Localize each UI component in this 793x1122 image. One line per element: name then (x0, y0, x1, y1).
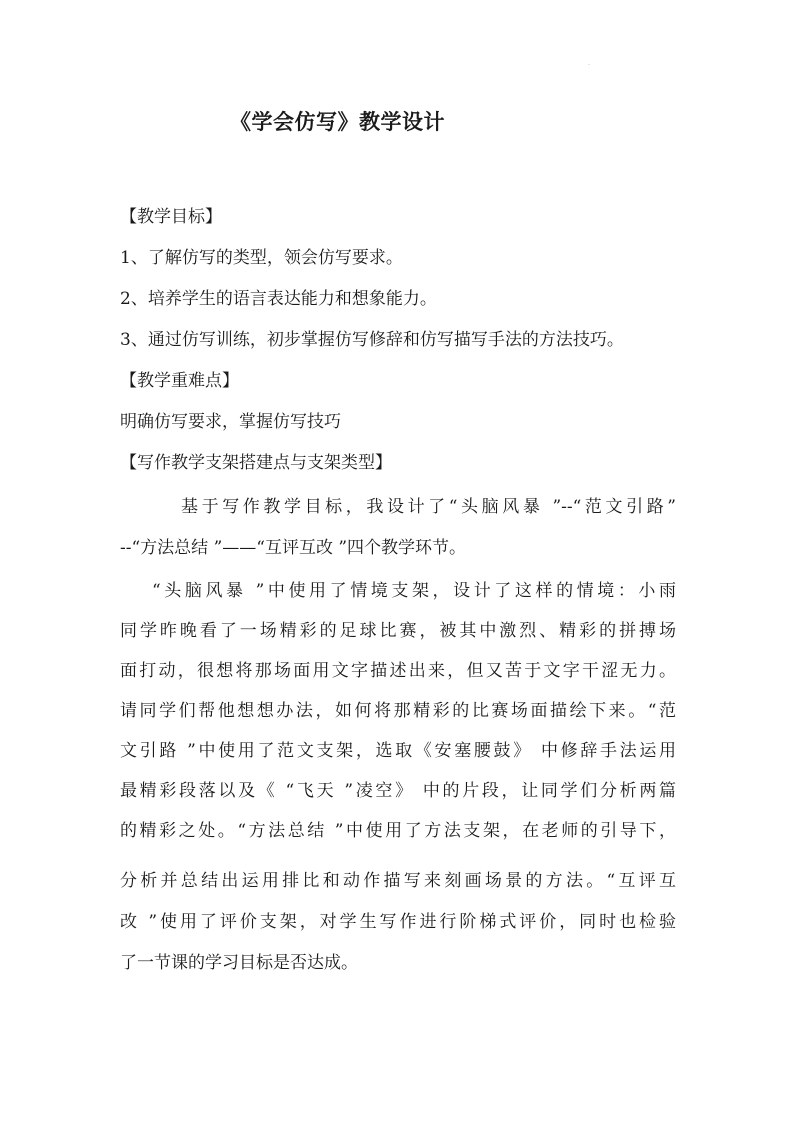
document-title: 《学会仿写》教学设计 (230, 110, 445, 134)
paragraph2-line: 的精彩之处。“方法总结 ”中使用了方法支架，在老师的引导下， (120, 821, 676, 841)
paragraph2-line: 改 ”使用了评价支架，对学生写作进行阶梯式评价，同时也检验 (120, 912, 676, 932)
corner-mark: . (588, 60, 590, 67)
paragraph2-line: 分析并总结出运用排比和动作描写来刻画场景的方法。“互评互 (120, 871, 676, 891)
paragraph2-line: 文引路 ”中使用了范文支架，选取《安塞腰鼓》 中修辞手法运用 (120, 741, 676, 761)
paragraph1-line: --“方法总结 ”——“互评互改 ”四个教学环节。 (120, 538, 467, 558)
paragraph2-line: “头脑风暴 ”中使用了情境支架，设计了这样的情境：小雨 (152, 581, 676, 601)
paragraph2-line: 同学昨晚看了一场精彩的足球比赛，被其中激烈、精彩的拼搏场 (120, 621, 676, 641)
paragraph2-line: 了一节课的学习目标是否达成。 (120, 953, 358, 973)
paragraph2-line: 面打动，很想将那场面用文字描述出来，但又苦于文字干涩无力。 (120, 661, 676, 681)
goal-item-1: 1、了解仿写的类型，领会仿写要求。 (120, 248, 403, 268)
goals-heading: 【教学目标】 (120, 207, 222, 227)
goal-item-3: 3、通过仿写训练，初步掌握仿写修辞和仿写描写手法的方法技巧。 (120, 330, 624, 350)
key-points-text: 明确仿写要求，掌握仿写技巧 (120, 412, 341, 432)
scaffold-heading: 【写作教学支架搭建点与支架类型】 (120, 453, 392, 473)
key-points-heading: 【教学重难点】 (120, 371, 239, 391)
paragraph2-line: 最精彩段落以及《 “飞天 ”凌空》 中的片段，让同学们分析两篇 (120, 781, 676, 801)
paragraph1-line: 基于写作教学目标，我设计了“头脑风暴 ”--“范文引路” (181, 497, 676, 517)
goal-item-2: 2、培养学生的语言表达能力和想象能力。 (120, 289, 437, 309)
paragraph2-line: 请同学们帮他想想办法，如何将那精彩的比赛场面描绘下来。“范 (120, 701, 676, 721)
